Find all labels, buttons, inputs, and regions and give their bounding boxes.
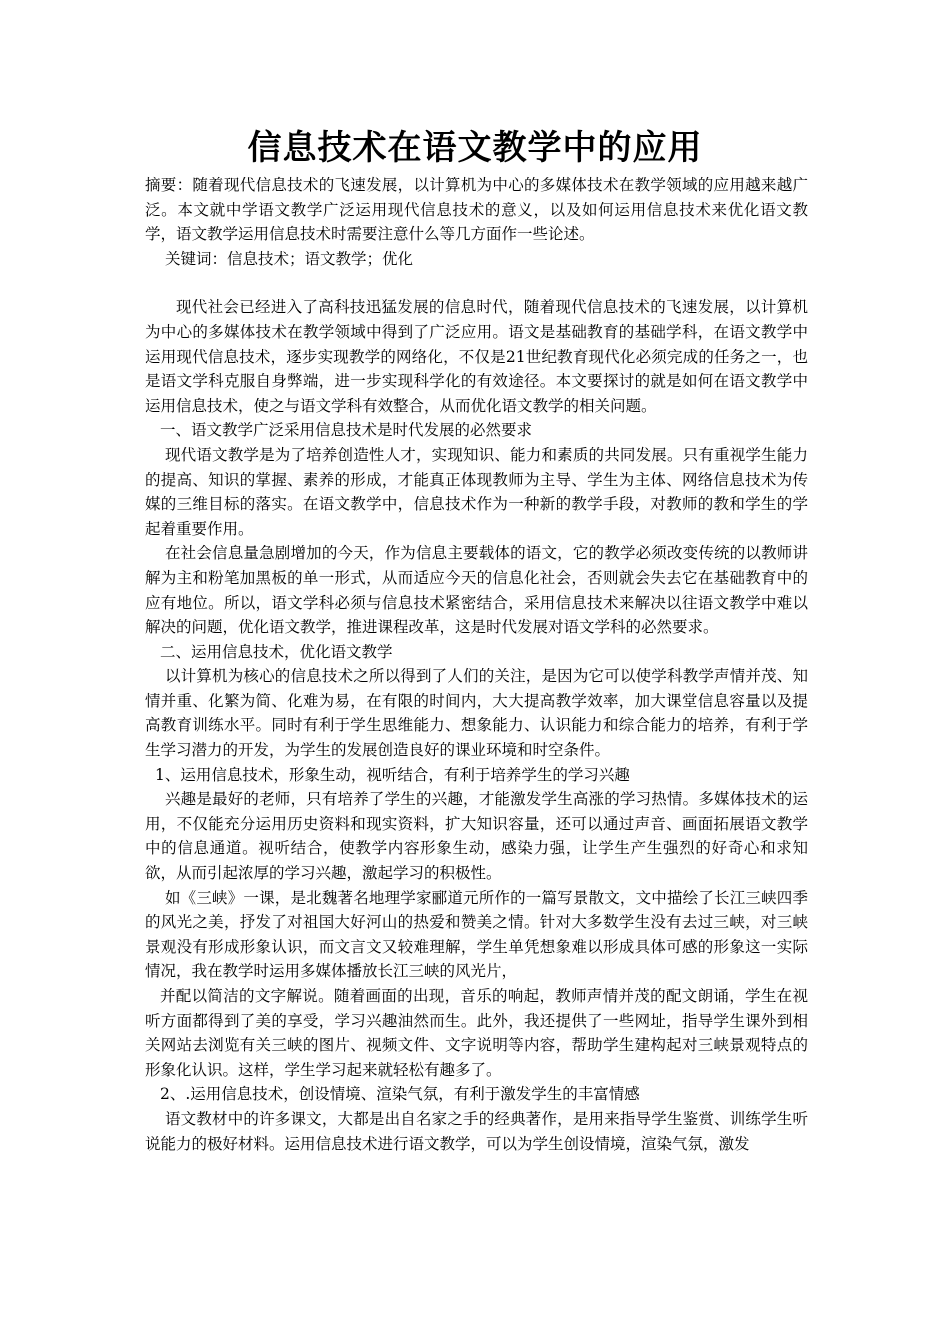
paragraph-gap: [145, 271, 808, 295]
document-title: 信息技术在语文教学中的应用: [247, 128, 703, 168]
section-1-paragraph-2: 在社会信息量急剧增加的今天，作为信息主要载体的语文，它的教学必须改变传统的以教师讲解为主和粉笔加黑板的单一形式，从而适应今天的信息化社会，否则就会失去它在基础教育中的应有地位。所以，语文学科必须与信息技术紧密结合，采用信息技术来解决以往语文教学中难以解决的问题，优化语文教学，推进课程改革，这是时代发展对语文学科的必然要求。: [145, 544, 808, 637]
section-1-heading: 一、语文教学广泛采用信息技术是时代发展的必然要求: [160, 421, 533, 440]
subsection-1-paragraph-1: 兴趣是最好的老师，只有培养了学生的兴趣，才能激发学生高涨的学习热情。多媒体技术的运用，不仅能充分运用历史资料和现实资料，扩大知识容量，还可以通过声音、画面拓展语文教学中的信息通道。视听结合，使教学内容形象生动，感染力强，让学生产生强烈的好奇心和求知欲，从而引起浓厚的学习兴趣，激起学习的积极性。: [145, 790, 808, 883]
abstract-paragraph: 摘要：随着现代信息技术的飞速发展，以计算机为中心的多媒体技术在教学领域的应用越来越广泛。本文就中学语文教学广泛运用现代信息技术的意义，以及如何运用信息技术来优化语文教学，语文教学运用信息技术时需要注意什么等几方面作一些论述。: [145, 176, 808, 244]
intro-paragraph: 现代社会已经进入了高科技迅猛发展的信息时代，随着现代信息技术的飞速发展，以计算机为中心的多媒体技术在教学领域中得到了广泛应用。语文是基础教育的基础学科，在语文教学中运用现代信息技术，逐步实现教学的网络化，不仅是21世纪教育现代化必须完成的任务之一，也是语文学科克服自身弊端，进一步实现科学化的有效途径。本文要探讨的就是如何在语文教学中运用信息技术，使之与语文学科有效整合，从而优化语文教学的相关问题。: [145, 298, 808, 415]
section-1-paragraph-1: 现代语文教学是为了培养创造性人才，实现知识、能力和素质的共同发展。只有重视学生能力的提高、知识的掌握、素养的形成，才能真正体现教师为主导、学生为主体、网络信息技术为传媒的三维目标的落实。在语文教学中，信息技术作为一种新的教学手段，对教师的教和学生的学起着重要作用。: [145, 445, 808, 538]
keywords-line: 关键词：信息技术；语文教学；优化: [165, 249, 414, 268]
subsection-1-paragraph-3: 并配以简洁的文字解说。随着画面的出现，音乐的响起，教师声情并茂的配文朗诵，学生在视听方面都得到了美的享受，学习兴趣油然而生。此外，我还提供了一些网址，指导学生课外到相关网站去浏览有关三峡的图片、视频文件、文字说明等内容，帮助学生建构起对三峡景观特点的形象化认识。这样，学生学习起来就轻松有趣多了。: [145, 987, 808, 1079]
section-2-heading: 二、运用信息技术，优化语文教学: [160, 642, 393, 661]
subsection-1-heading: 1、运用信息技术，形象生动，视听结合，有利于培养学生的学习兴趣: [155, 765, 630, 784]
section-2-paragraph-1: 以计算机为核心的信息技术之所以得到了人们的关注，是因为它可以使学科教学声情并茂、知情并重、化繁为简、化难为易，在有限的时间内，大大提高教学效率，加大课堂信息容量以及提高教育训练水平。同时有利于学生思维能力、想象能力、认识能力和综合能力的培养，有利于学生学习潜力的开发，为学生的发展创造良好的课业环境和时空条件。: [145, 667, 808, 760]
subsection-2-paragraph-1: 语文教材中的许多课文，大都是出自名家之手的经典著作，是用来指导学生鉴赏、训练学生听说能力的极好材料。运用信息技术进行语文教学，可以为学生创设情境，渲染气氛，激发: [145, 1109, 808, 1153]
document-body: [145, 173, 808, 1156]
subsection-1-paragraph-2: 如《三峡》一课，是北魏著名地理学家郦道元所作的一篇写景散文，文中描绘了长江三峡四季的风光之美，抒发了对祖国大好河山的热爱和赞美之情。针对大多数学生没有去过三峡，对三峡景观没有形成形象认识，而文言文又较难理解，学生单凭想象难以形成具体可感的形象这一实际情况，我在教学时运用多媒体播放长江三峡的风光片，: [145, 888, 808, 981]
subsection-2-heading: 2、.运用信息技术，创设情境、渲染气氛，有利于激发学生的丰富情感: [160, 1085, 640, 1104]
